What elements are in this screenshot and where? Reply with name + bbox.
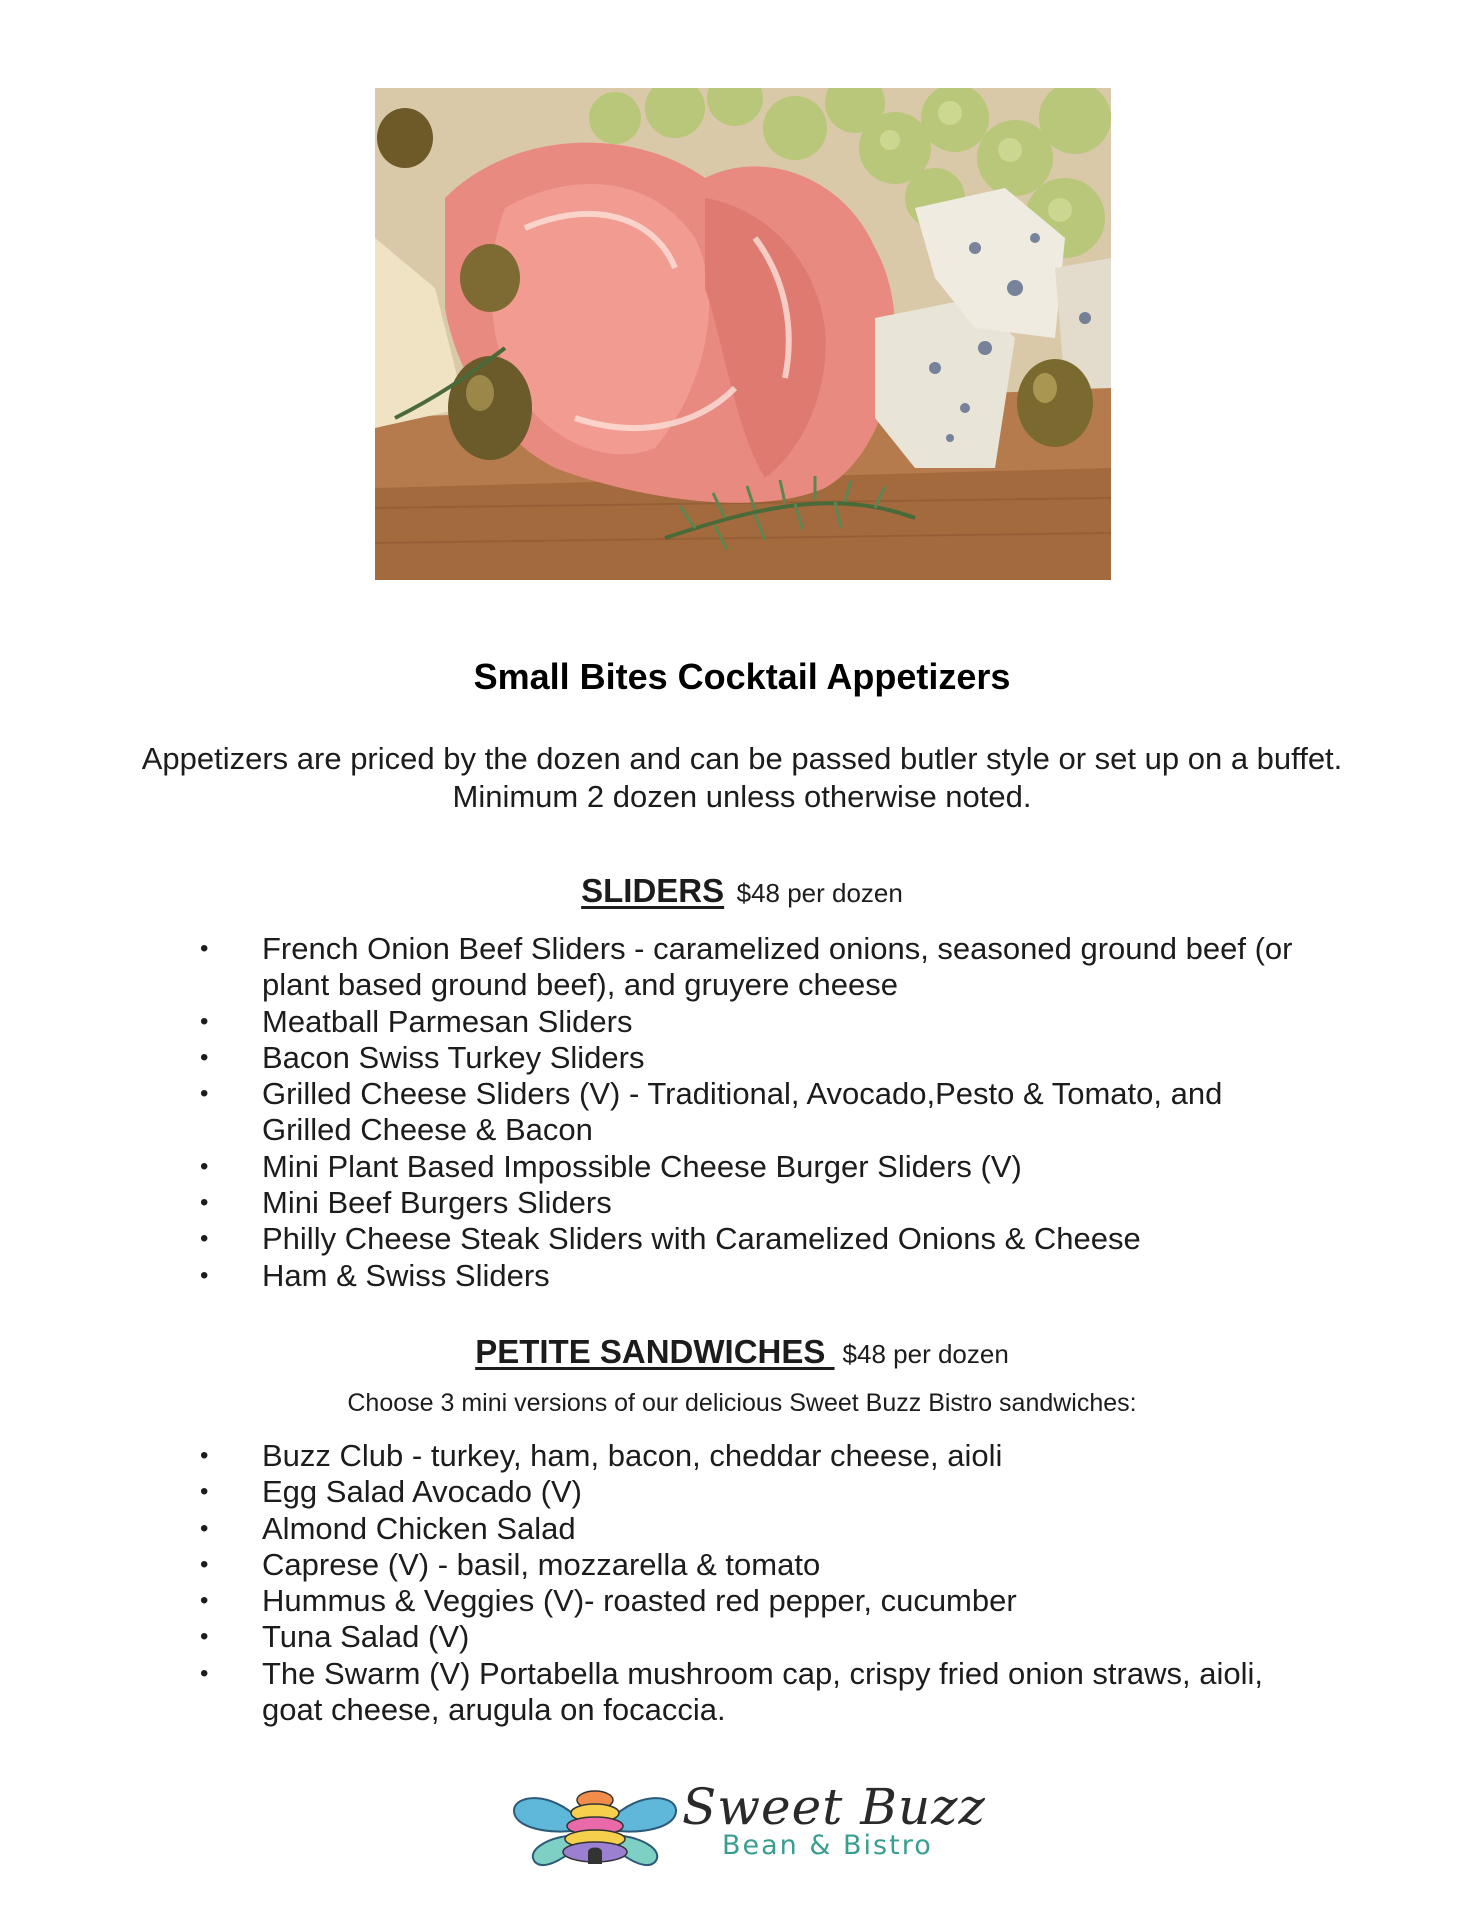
list-item: • Grilled Cheese Sliders (V) - Traditional, Avocado,Pesto & Tomato, and Grilled Cheese & Bacon (200, 1076, 1320, 1149)
list-item: • Mini Plant Based Impossible Cheese Burger Sliders (V) (200, 1149, 1320, 1185)
list-item: • Tuna Salad (V) (200, 1619, 1320, 1655)
logo-tagline: Bean & Bistro (722, 1830, 933, 1861)
list-item: • Buzz Club - turkey, ham, bacon, cheddar cheese, aioli (200, 1438, 1320, 1474)
intro-paragraph: Appetizers are priced by the dozen and can be passed butler style or set up on a buffet. Minimum 2 dozen unless otherwise noted. (141, 741, 1343, 814)
list-item: • Meatball Parmesan Sliders (200, 1004, 1320, 1040)
sliders-list (200, 931, 1320, 1294)
list-item: • Egg Salad Avocado (V) (200, 1474, 1320, 1510)
sandwiches-title: PETITE SANDWICHES (475, 1333, 835, 1370)
list-item: • The Swarm (V) Portabella mushroom cap, crispy fried onion straws, aioli, goat cheese, arugula on focaccia. (200, 1656, 1320, 1729)
list-item: • Almond Chicken Salad (200, 1511, 1320, 1547)
sweet-buzz-logo (510, 1778, 986, 1880)
list-item: • Hummus & Veggies (V)- roasted red pepper, cucumber (200, 1583, 1320, 1619)
charcuterie-illustration (375, 88, 1111, 580)
sandwiches-note: Choose 3 mini versions of our delicious Sweet Buzz Bistro sandwiches: (347, 1389, 1137, 1417)
charcuterie-photo (375, 88, 1111, 580)
sandwiches-list (200, 1438, 1320, 1728)
sliders-heading (0, 872, 1484, 910)
list-item: • Ham & Swiss Sliders (200, 1258, 1320, 1294)
list-item: • Bacon Swiss Turkey Sliders (200, 1040, 1320, 1076)
logo-name: Sweet Buzz (682, 1778, 986, 1836)
list-item: • Mini Beef Burgers Sliders (200, 1185, 1320, 1221)
sliders-price: $48 per dozen (736, 878, 903, 908)
sandwiches-heading (0, 1333, 1484, 1371)
list-item: • French Onion Beef Sliders - caramelized onions, seasoned ground beef (or plant based ground beef), and gruyere cheese (200, 931, 1320, 1004)
sliders-title: SLIDERS (581, 872, 725, 909)
logo-text (682, 1778, 986, 1861)
list-item: • Philly Cheese Steak Sliders with Caramelized Onions & Cheese (200, 1221, 1320, 1257)
sandwiches-price: $48 per dozen (842, 1339, 1009, 1369)
page-title: Small Bites Cocktail Appetizers (473, 656, 1011, 697)
bee-hive-icon (510, 1780, 680, 1880)
list-item: • Caprese (V) - basil, mozzarella & tomato (200, 1547, 1320, 1583)
